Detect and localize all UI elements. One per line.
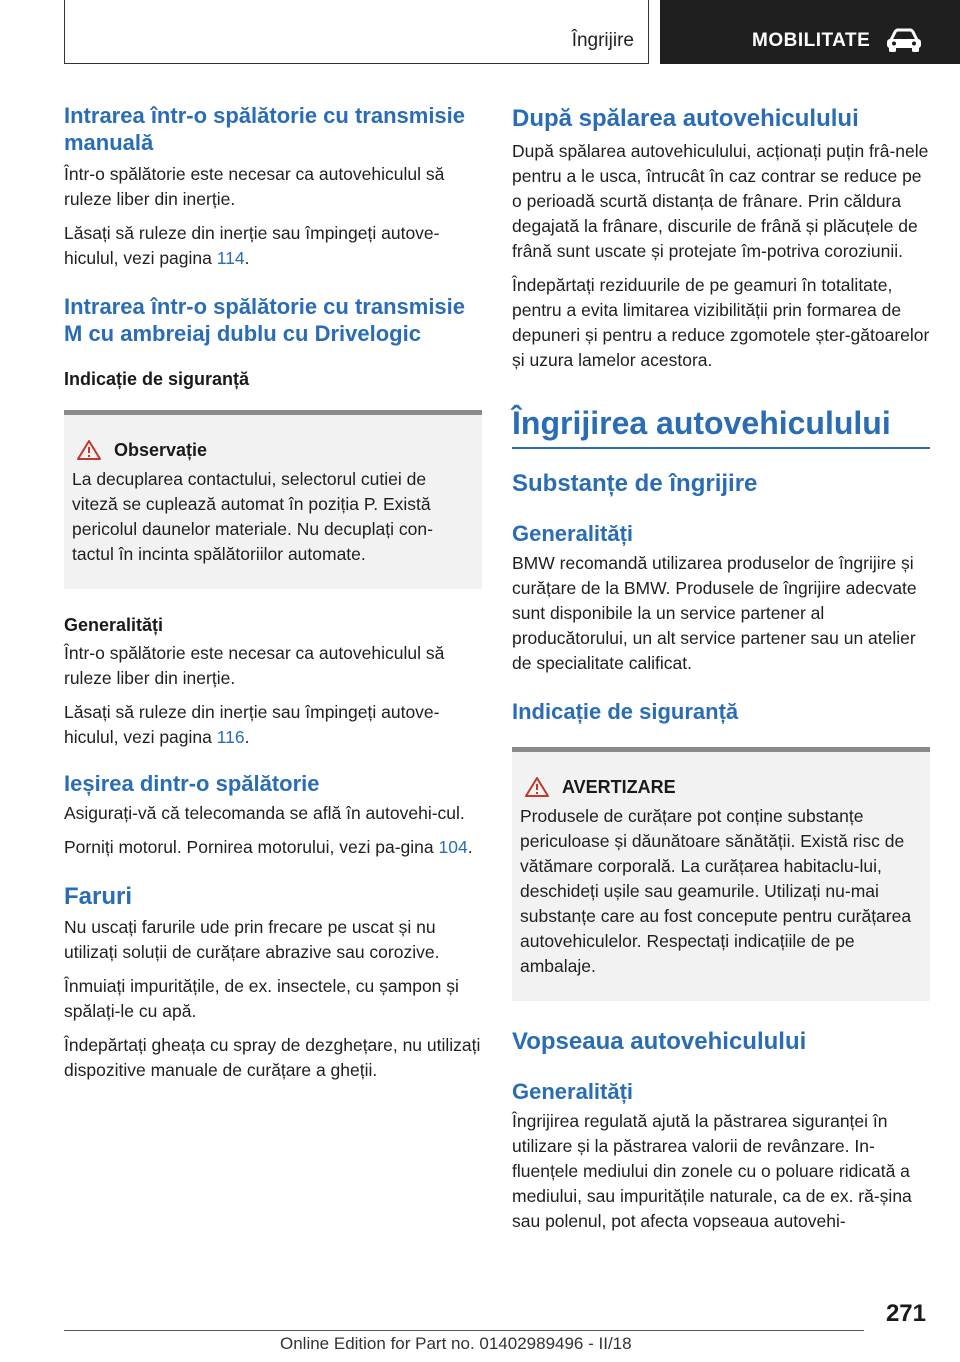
notice-box [64, 410, 482, 589]
heading-general: Generalități [512, 521, 634, 546]
paragraph: Într-o spălătorie este necesar ca autovehiculul să ruleze liber din inerție. [64, 643, 445, 688]
heading-general: Generalități [512, 1079, 634, 1104]
notice-text: La decuplarea contactului, selectorul cutiei de viteză se cuplează automat în poziția P. Există pericolul daunelor materiale. Nu decuplați con-tactul în incinta spălătoriilor automate. [72, 469, 433, 564]
warning-icon [524, 776, 550, 798]
header-chapter-box [660, 0, 960, 64]
paragraph: Lăsați să ruleze din inerție sau împingeți autove-hiculul, vezi pagina 114. [64, 223, 440, 268]
warning-box [512, 747, 930, 1001]
chapter-title: MOBILITATE [752, 30, 871, 51]
right-column [512, 100, 930, 1234]
heading-after-wash: După spălarea autovehiculului [512, 105, 859, 132]
paragraph: Lăsați să ruleze din inerție sau împingeți autove-hiculul, vezi pagina 116. [64, 702, 440, 747]
paragraph: Într-o spălătorie este necesar ca autovehiculul să ruleze liber din inerție. [64, 164, 445, 209]
paragraph: Îngrijirea regulată ajută la păstrarea siguranței în utilizare și la păstrarea valorii de revânzare. In-fluențele mediului din zonele cu o poluare ridicată a mediului, sau impuritățile naturale, ca de ex. ră-șina sau polenul, pot afecta vopseaua autovehi- [512, 1111, 912, 1231]
paragraph: Porniți motorul. Pornirea motorului, vezi pa-gina 104. [64, 837, 473, 857]
section-title: Îngrijire [571, 30, 634, 51]
page-link[interactable]: 116 [216, 727, 245, 747]
warning-text: Produsele de curățare pot conține substanțe periculoase și dăunătoare sănătății. Există risc de vătămare corporală. La curățarea habitaclu-lui, deschideți ușile sau geamurile. Utilizați nu-mai substanțe care au fost concepute pentru curățarea autovehiculelor. Respectați indicațiile de pe ambalaje. [520, 806, 912, 976]
footer-edition: Online Edition for Part no. 01402989496 - II/18 [280, 1334, 632, 1353]
heading-dct-transmission: Intrarea într-o spălătorie cu transmisie M cu ambreiaj dublu cu Drivelogic [64, 294, 466, 346]
heading-vehicle-care: Îngrijirea autovehiculului [512, 403, 930, 449]
warning-title: AVERTIZARE [562, 776, 676, 797]
heading-manual-transmission: Intrarea într-o spălătorie cu transmisie manuală [64, 103, 466, 155]
header-section-box [64, 0, 649, 64]
page-link[interactable]: 114 [216, 248, 245, 268]
paragraph: BMW recomandă utilizarea produselor de îngrijire și curățare de la BMW. Produsele de îngrijire adecvate sunt disponibile la un service partener al producătorului, un alt service partener sau un atelier de specialitate calificat. [512, 553, 917, 673]
paragraph: Nu uscați farurile ude prin frecare pe uscat și nu utilizați soluții de curățare abrazive sau corozive. [64, 917, 440, 962]
paragraph: După spălarea autovehiculului, acționați puțin frâ-nele pentru a le usca, întrucât în caz contrar se reduce pe o perioadă scurtă distanța de frânare. Prin căldura degajată la frânare, discurile de frână și plăcuțele de frână sunt uscate și protejate îm-potriva coroziunii. [512, 141, 929, 261]
paragraph: Îndepărtați gheața cu spray de dezghețare, nu utilizați dispozitive manuale de curățare a gheții. [64, 1035, 481, 1080]
heading-safety: Indicație de siguranță [512, 699, 739, 724]
page-link[interactable]: 104 [438, 837, 468, 857]
footer-divider [64, 1330, 864, 1331]
heading-general: Generalități [64, 615, 164, 635]
paragraph: Înmuiați impuritățile, de ex. insectele, cu șampon și spălați-le cu apă. [64, 976, 459, 1021]
notice-header [76, 439, 474, 461]
page-number: 271 [885, 1300, 926, 1327]
warning-icon [76, 439, 102, 461]
heading-headlights: Faruri [64, 883, 133, 910]
heading-safety: Indicație de siguranță [64, 369, 250, 389]
heading-care-products: Substanțe de îngrijire [512, 470, 758, 497]
heading-exit-wash: Ieșirea dintr-o spălătorie [64, 771, 320, 796]
paragraph: Îndepărtați reziduurile de pe geamuri în totalitate, pentru a evita limitarea vizibilității prin formarea de depuneri și pentru a reduce zgomotele șter-gătoarelor și uzura lamelor acestora. [512, 275, 930, 370]
paragraph: Asigurați-vă că telecomanda se află în autovehi-cul. [64, 803, 465, 823]
car-icon [885, 28, 923, 54]
heading-paint: Vopseaua autovehiculului [512, 1028, 807, 1055]
warning-header [524, 776, 922, 798]
left-column [64, 100, 482, 1083]
notice-title: Observație [114, 439, 208, 460]
